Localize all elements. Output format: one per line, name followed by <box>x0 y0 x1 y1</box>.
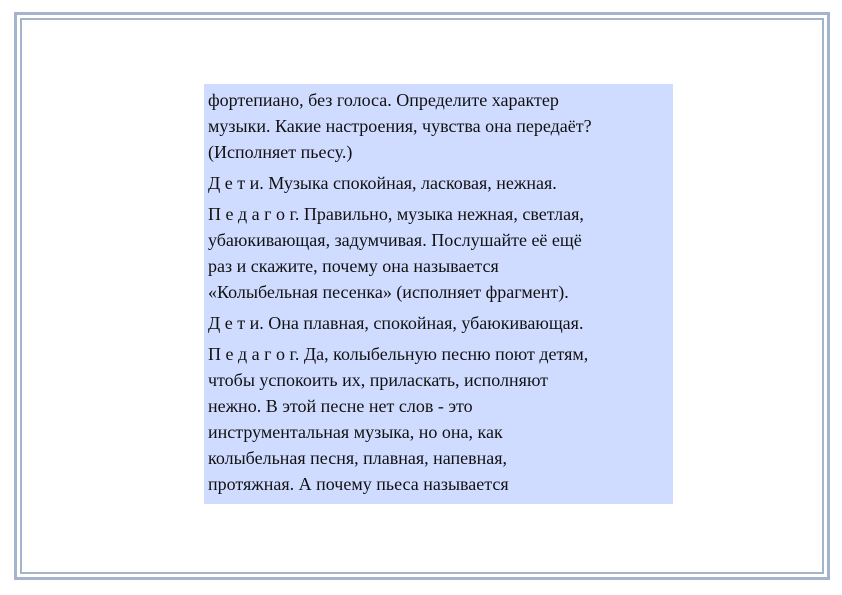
paragraph-intro: фортепиано, без голоса. Определите характер музыки. Какие настроения, чувства она передаёт? (Исполняет пьесу.) <box>208 90 592 162</box>
paragraph-children-answer-1: Д е т и. Музыка спокойная, ласковая, нежная. <box>208 173 557 193</box>
text-box <box>204 84 673 504</box>
paragraph-teacher-2: П е д а г о г. Да, колыбельную песню поют детям, чтобы успокоить их, приласкать, исполняют нежно. В этой песне нет слов - это инструментальная музыка, но она, как колыбельная песня, плавная, напевная, протяжная. А почему пьеса называется <box>208 344 589 494</box>
paragraph-teacher-1: П е д а г о г. Правильно, музыка нежная, светлая, убаюкивающая, задумчивая. Послушайте её ещё раз и скажите, почему она называется «Колыбельная песенка» (исполняет фрагмент). <box>208 204 584 302</box>
paragraph-children-answer-2: Д е т и. Она плавная, спокойная, убаюкивающая. <box>208 313 584 333</box>
